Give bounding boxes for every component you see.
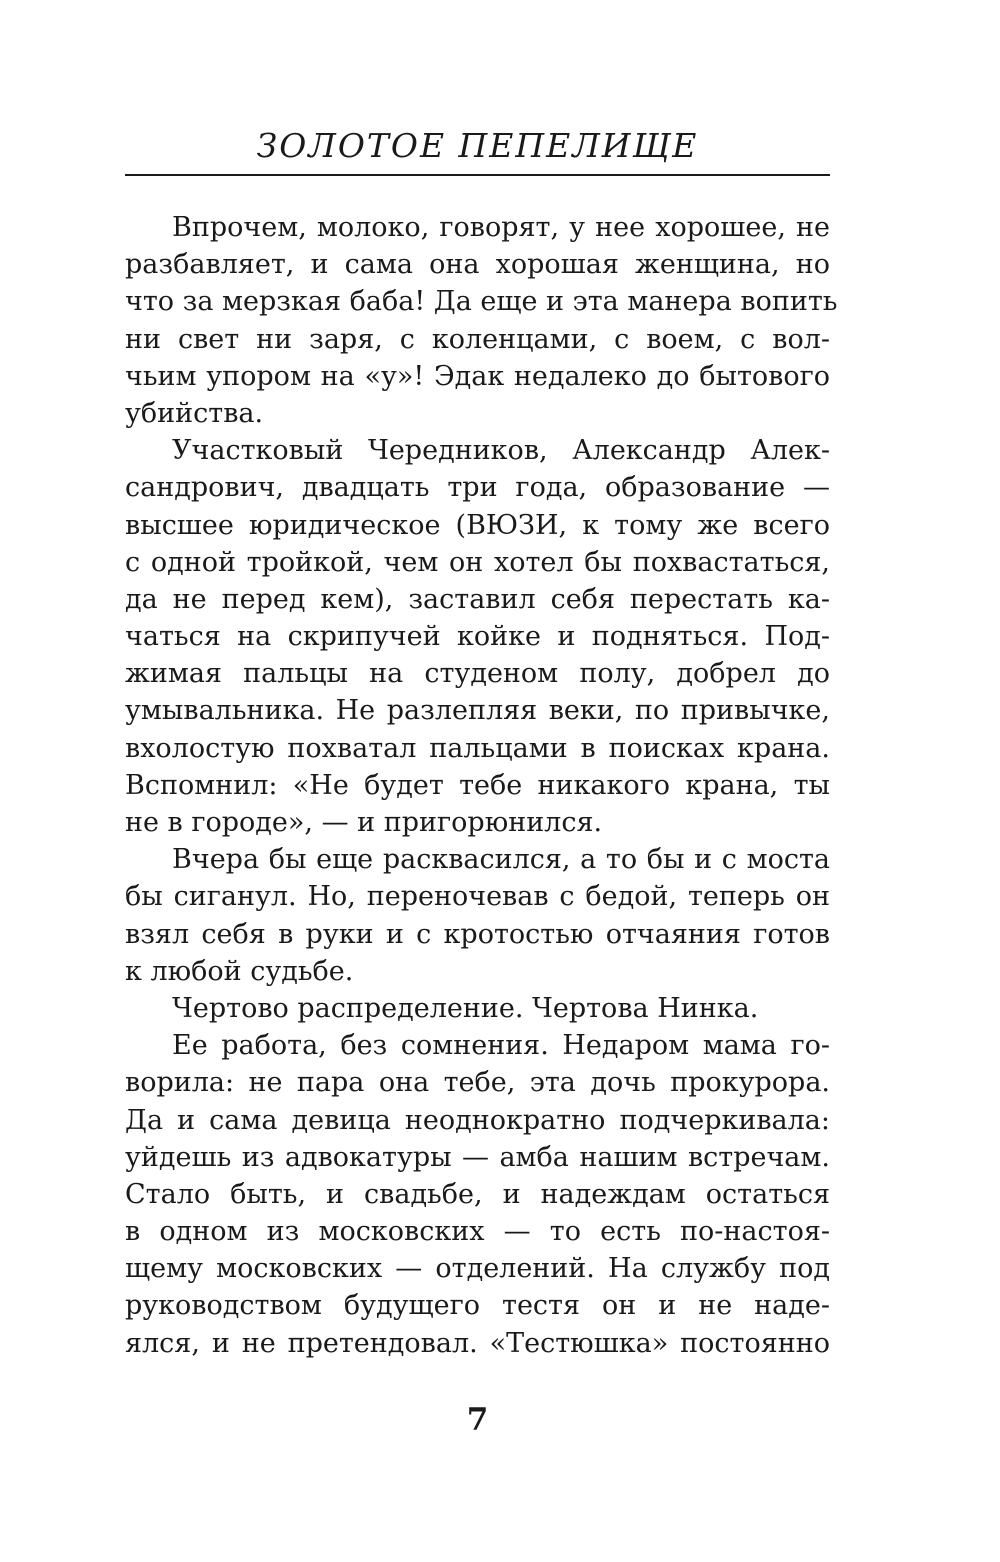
text-line: Вчера бы еще расквасился, а то бы и с моста bbox=[172, 844, 830, 876]
text-line: взял себя в руки и с кротостью отчаяния готов bbox=[125, 918, 830, 950]
text-line: руководством будущего тестя он и не наде- bbox=[125, 1290, 830, 1322]
text-line: Впрочем, молоко, говорят, у нее хорошее, не bbox=[172, 212, 830, 243]
text-line: Ее работа, без сомнения. Недаром мама го- bbox=[172, 1030, 830, 1062]
text-line: щему московских — отделений. На службу под bbox=[125, 1253, 830, 1285]
text-line: к любой судьбе. bbox=[125, 955, 354, 987]
text-line: Да и сама девица неоднократно подчеркивала: bbox=[125, 1104, 830, 1136]
text-line: убийства. bbox=[125, 397, 264, 429]
text-line: бы сиганул. Но, переночевав с бедой, теперь он bbox=[125, 881, 830, 913]
text-line: высшее юридическое (ВЮЗИ, к тому же всего bbox=[125, 509, 830, 541]
text-line: Чертово распределение. Чертова Нинка. bbox=[172, 992, 759, 1024]
text-line: сандрович, двадцать три года, образование — bbox=[125, 472, 830, 504]
text-line: ни свет ни заря, с коленцами, с воем, с вол- bbox=[125, 323, 830, 355]
text-line: чаться на скрипучей койке и подняться. Под- bbox=[125, 621, 830, 653]
text-line: да не перед кем), заставил себя перестать ка- bbox=[125, 583, 830, 615]
body-text bbox=[125, 209, 838, 1362]
text-line: чьим упором на «у»! Эдак недалеко до бытового bbox=[125, 360, 830, 392]
page-number: 7 bbox=[466, 1402, 489, 1438]
text-line: вхолостую похватал пальцами в поисках крана. bbox=[125, 732, 830, 764]
text-line: в одном из московских — то есть по-настоя- bbox=[125, 1216, 830, 1248]
text-line: не в городе», — и пригорюнился. bbox=[125, 807, 603, 838]
header-rule bbox=[125, 174, 830, 176]
text-line: Участковый Чередников, Александр Алек- bbox=[172, 435, 830, 467]
text-line: с одной тройкой, чем он хотел бы похвастаться, bbox=[125, 546, 830, 578]
text-line: Вспомнил: «Не будет тебе никакого крана, ты bbox=[125, 769, 830, 801]
text-line: Стало быть, и свадьбе, и надеждам остаться bbox=[125, 1178, 830, 1210]
text-line: жимая пальцы на студеном полу, добрел до bbox=[125, 658, 830, 690]
text-line: разбавляет, и сама она хорошая женщина, но bbox=[125, 249, 830, 281]
text-line: ворила: не пара она тебе, эта дочь прокурора. bbox=[125, 1067, 830, 1099]
text-line: что за мерзкая баба! Да еще и эта манера вопить bbox=[125, 286, 838, 318]
text-line: уйдешь из адвокатуры — амба нашим встречам. bbox=[125, 1141, 830, 1173]
running-head: ЗОЛОТОЕ ПЕПЕЛИЩЕ bbox=[256, 126, 699, 165]
text-line: ялся, и не претендовал. «Тестюшка» постоянно bbox=[125, 1327, 830, 1359]
text-line: умывальника. Не разлепляя веки, по привычке, bbox=[125, 695, 830, 727]
